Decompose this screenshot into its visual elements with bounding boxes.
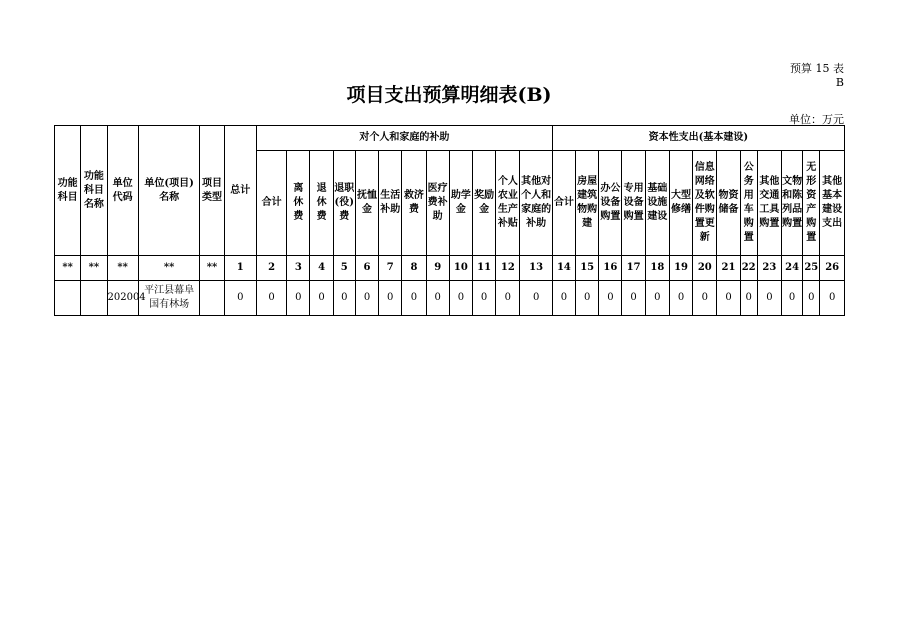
header-cell: 退职(役)费 [333,151,355,256]
header-cell: 医疗费补助 [426,151,449,256]
table-cell: 0 [645,281,669,316]
column-number-cell: 21 [717,256,740,281]
unit-label: 单位：万元 [789,113,844,126]
header-cell: 办公设备购置 [599,151,622,256]
table-cell: 0 [520,281,552,316]
table-cell: 0 [782,281,803,316]
header-cell: 文物和陈列品购置 [782,151,803,256]
column-number-cell: 26 [820,256,845,281]
header-cell: 个人农业生产补贴 [496,151,520,256]
header-cell: 功能科目 [55,126,81,256]
column-number-cell: 5 [333,256,355,281]
column-number-cell: 17 [622,256,645,281]
header-cell: 单位代码 [107,126,138,256]
table-cell: 0 [224,281,256,316]
column-number-cell: 3 [287,256,310,281]
column-number-cell: ** [55,256,81,281]
header-cell: 总计 [224,126,256,256]
column-number-cell: 6 [355,256,378,281]
column-number-cell: 15 [576,256,599,281]
table-cell: 0 [599,281,622,316]
header-cell: 退休费 [310,151,333,256]
table-cell: 0 [287,281,310,316]
table-cell: 0 [576,281,599,316]
column-number-cell: 19 [669,256,692,281]
column-number-cell: 24 [782,256,803,281]
column-number-cell: 13 [520,256,552,281]
header-cell: 大型修缮 [669,151,692,256]
header-cell: 助学金 [449,151,472,256]
column-number-cell: 18 [645,256,669,281]
column-number-cell: 23 [757,256,781,281]
header-cell: 离休费 [287,151,310,256]
column-number-cell: 22 [740,256,757,281]
table-cell [200,281,224,316]
table-cell: 0 [693,281,717,316]
table-cell: 202004 [107,281,138,316]
column-number-cell: ** [138,256,200,281]
budget-table [54,125,845,316]
group-header-personal: 对个人和家庭的补助 [256,126,552,151]
column-number-cell: 7 [379,256,402,281]
header-cell: 项目类型 [200,126,224,256]
column-number-cell: 14 [552,256,575,281]
table-cell: 0 [256,281,286,316]
table-cell [81,281,107,316]
header-cell: 合计 [552,151,575,256]
table-cell: 0 [552,281,575,316]
header-cell: 无形资产购置 [803,151,820,256]
header-cell: 其他基本建设支出 [820,151,845,256]
table-cell: 0 [310,281,333,316]
header-cell: 其他对个人和家庭的补助 [520,151,552,256]
header-cell: 房屋建筑物购建 [576,151,599,256]
column-number-cell: 1 [224,256,256,281]
table-cell: 0 [473,281,496,316]
header-cell: 奖励金 [473,151,496,256]
page-title: 项目支出预算明细表(B) [346,84,552,106]
column-number-cell: 2 [256,256,286,281]
table-cell: 0 [803,281,820,316]
number-row [55,256,845,281]
header-cell: 专用设备购置 [622,151,645,256]
column-number-cell: 8 [402,256,426,281]
column-number-cell: 11 [473,256,496,281]
header-cell: 物资储备 [717,151,740,256]
table-cell: 0 [402,281,426,316]
column-number-cell: ** [200,256,224,281]
column-number-cell: 16 [599,256,622,281]
column-number-cell: 12 [496,256,520,281]
column-number-cell: 4 [310,256,333,281]
header-cell: 抚恤金 [355,151,378,256]
table-cell: 0 [669,281,692,316]
header-cell: 救济费 [402,151,426,256]
table-cell: 0 [740,281,757,316]
header-cell: 公务用车购置 [740,151,757,256]
table-row [55,281,845,316]
header-cell: 生活补助 [379,151,402,256]
table-cell: 0 [426,281,449,316]
column-number-cell: 25 [803,256,820,281]
header-cell: 其他交通工具购置 [757,151,781,256]
header-cell: 单位(项目)名称 [138,126,200,256]
table-cell: 0 [379,281,402,316]
table-cell: 0 [449,281,472,316]
header-cell: 功能科目名称 [81,126,107,256]
column-number-cell: ** [81,256,107,281]
column-number-cell: ** [107,256,138,281]
table-cell: 0 [496,281,520,316]
column-number-cell: 20 [693,256,717,281]
column-number-cell: 10 [449,256,472,281]
header-cell: 合计 [256,151,286,256]
table-cell: 0 [820,281,845,316]
table-cell: 0 [622,281,645,316]
group-header-capital: 资本性支出(基本建设) [552,126,844,151]
table-cell: 平江县幕阜国有林场 [138,281,200,316]
table-cell: 0 [717,281,740,316]
table-cell: 0 [333,281,355,316]
table-cell [55,281,81,316]
form-code: 预算 15 表 B [790,62,844,89]
header-cell: 基础设施建设 [645,151,669,256]
group-header-row [55,126,845,151]
column-number-cell: 9 [426,256,449,281]
table-cell: 0 [757,281,781,316]
header-cell: 信息网络及软件购置更新 [693,151,717,256]
table-cell: 0 [355,281,378,316]
